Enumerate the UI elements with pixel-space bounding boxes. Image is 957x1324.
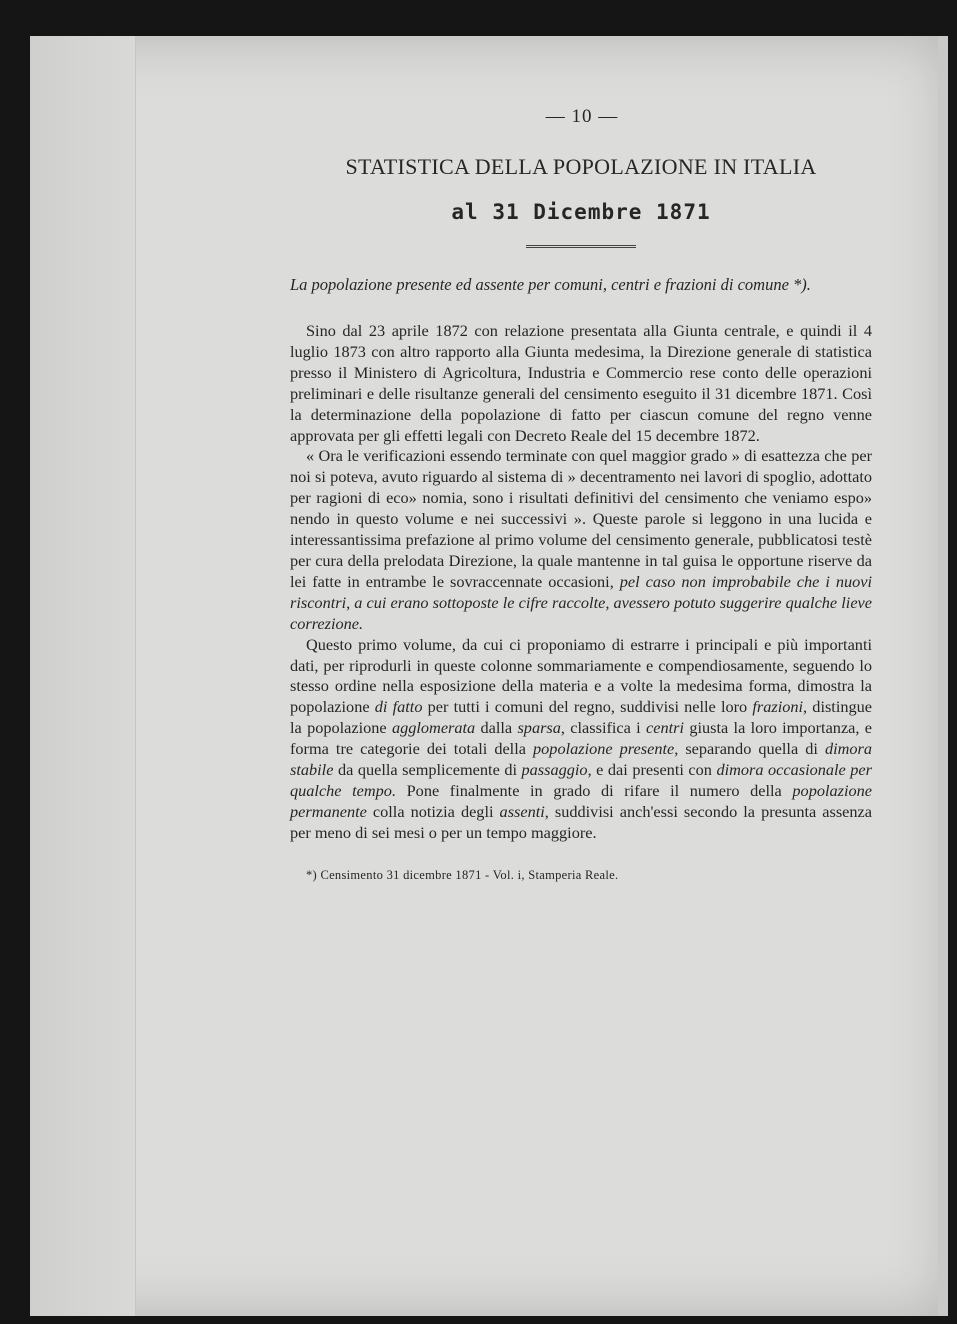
paragraph-1: Sino dal 23 aprile 1872 con relazione presentata alla Giunta centrale, e quindi il 4 luglio 1873 con altro rapporto alla Giunta medesima, la Direzione generale di statistica presso il Ministero di Agricoltura, Industria e Commercio rese conto delle operazioni preliminari e delle risultanze generali del censimento eseguito il 31 dicembre 1871. Così la determinazione della popolazione di fatto per ciascun comune del regno venne approvata per gli effetti legali con Decreto Reale del 15 decembre 1872. [290, 321, 872, 445]
text-run: , classifica i [560, 718, 647, 738]
italic-term: sparsa [517, 718, 561, 738]
quotation: « Ora le verificazioni essendo terminate con quel maggior grado » di esattezza che per noi si poteva, avuto riguardo al sistema di » decentramento nei lavori di spoglio, adottato per ragioni di eco» nomia, sono i risultati definitivi del censimento che veniamo espo» nendo in questo volume e nei successivi ». [290, 446, 872, 529]
text-run: giusta la loro importanza, e forma tre categorie dei totali della [290, 718, 873, 759]
title-rule [290, 238, 872, 256]
text-run: dalla [475, 718, 518, 738]
italic-term: dimora occasionale per qualche tempo. [290, 760, 872, 800]
italic-term: frazioni [752, 697, 804, 717]
text-run: colla notizia degli [366, 801, 500, 821]
italic-term: di fatto [374, 697, 423, 717]
page-edge [938, 36, 948, 1316]
paragraph-2-text: Queste parole si leggono in una lucida e interessantissima prefazione al primo volume del censimento generale, pubblicatosi testè per cura della prelodata Direzione, la quale mantenne in tal guisa le opportune riserve da lei fatte in entrambe le sovraccennate occasioni, [290, 509, 872, 591]
italic-term: assenti [499, 801, 545, 821]
italic-term: dimora stabile [290, 739, 872, 780]
page-title: STATISTICA DELLA POPOLAZIONE IN ITALIA [345, 154, 817, 179]
text-run: , distingue la popolazione [290, 697, 872, 738]
binding-strip [30, 36, 136, 1316]
italic-term: passaggio [521, 760, 588, 780]
italic-term: centri [646, 718, 685, 738]
italic-term: popolazione presente [533, 739, 675, 759]
text-run: Pone finalmente in grado di rifare il numero della [396, 780, 793, 800]
paragraph-3 [290, 635, 872, 844]
page-content [290, 106, 872, 883]
text-run: , e dai presenti con [587, 760, 717, 780]
page-subtitle: al 31 Dicembre 1871 [451, 200, 711, 224]
text-run: da quella semplicemente di [333, 760, 522, 780]
text-run: , suddivisi anch'essi secondo la presunta assenza per meno di sei mesi o per un tempo maggiore. [290, 801, 872, 842]
paragraph-2-italic: pel caso non improbabile che i nuovi riscontri, a cui erano sottoposte le cifre raccolte, avessero potuto suggerire qualche lieve correzione. [290, 571, 872, 633]
page-number: — 10 — [545, 106, 619, 127]
footnote: *) Censimento 31 dicembre 1871 - Vol. i, Stamperia Reale. [306, 867, 619, 882]
text-run: , separando quella di [674, 739, 825, 759]
section-heading: La popolazione presente ed assente per comuni, centri e frazioni di comune *). [290, 275, 811, 294]
paragraph-2 [290, 446, 872, 634]
italic-term: popolazione permanente [290, 780, 872, 821]
italic-term: agglomerata [391, 718, 476, 738]
text-run: Questo primo volume, da cui ci proponiamo di estrarre i principali e più importanti dati, per riprodurli in queste colonne sommariamente e compendiosamente, seguendo lo stesso ordine nella esposizione della materia e a volte la medesima forma, dimostra la popolazione [290, 634, 872, 717]
text-run: per tutti i comuni del regno, suddivisi nelle loro [422, 697, 753, 717]
